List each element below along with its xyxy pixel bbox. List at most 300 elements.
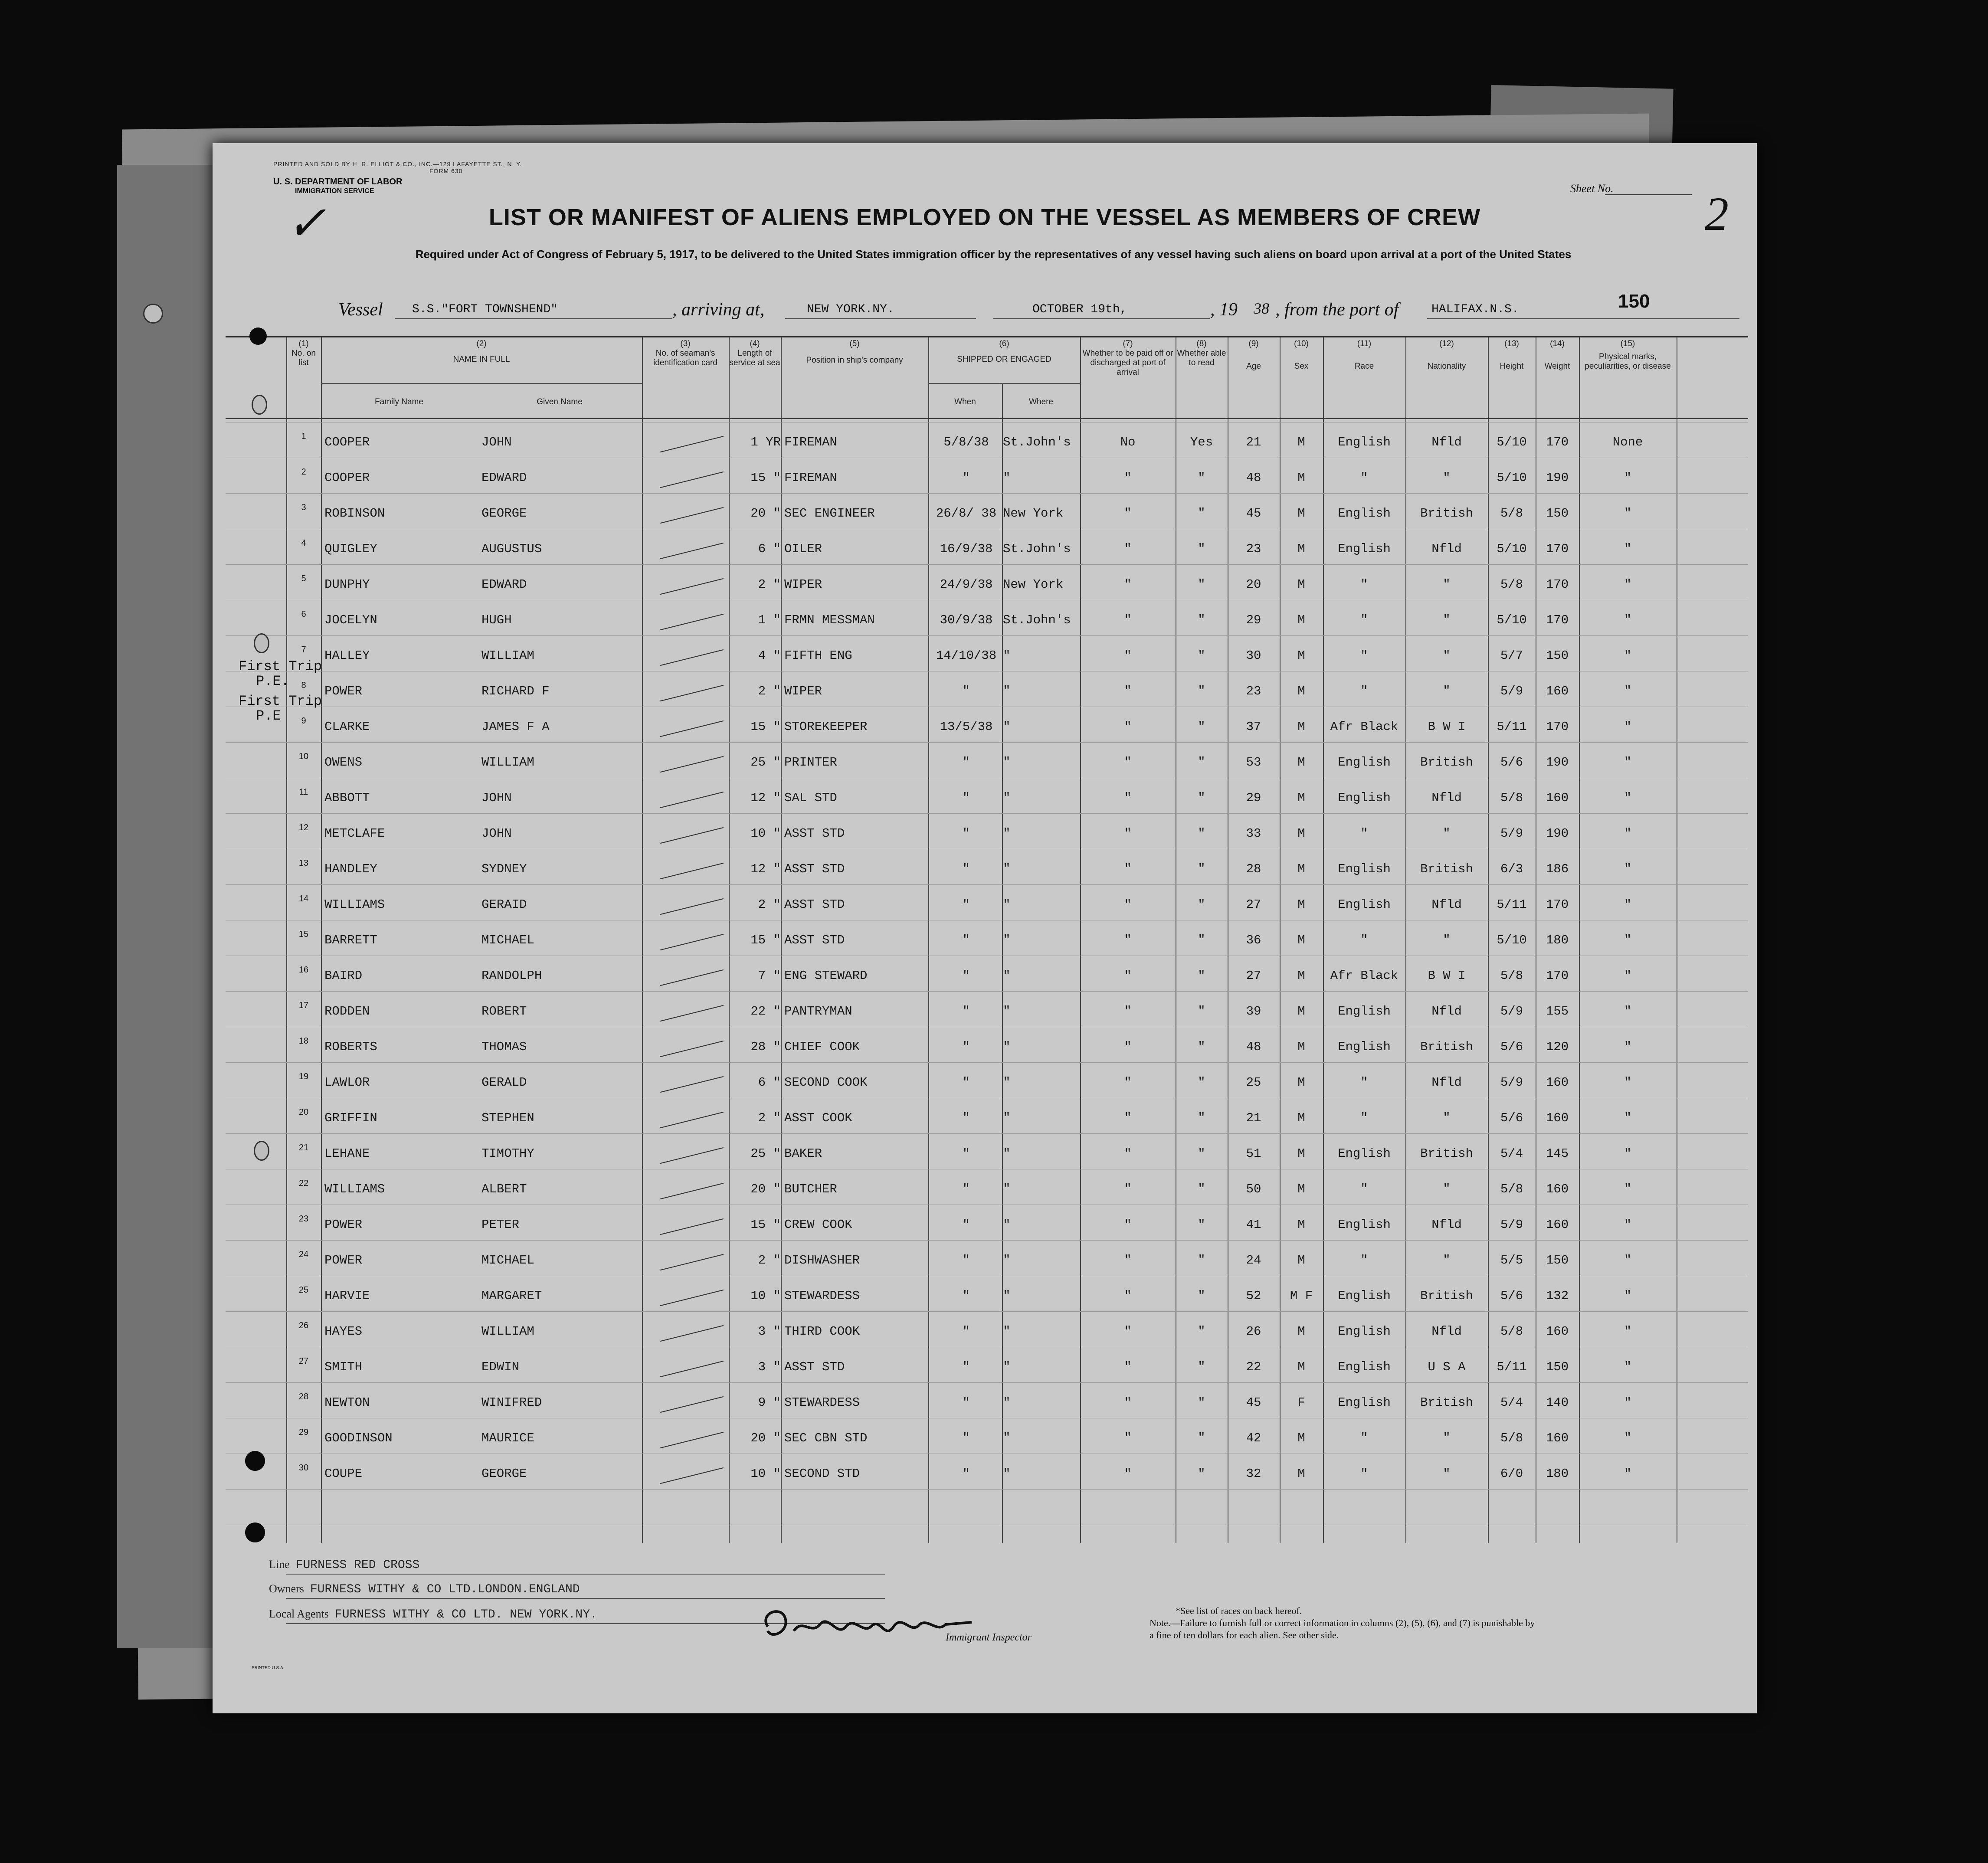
cell-position: SECOND COOK [784,1075,868,1090]
cell-given: SYDNEY [481,862,527,876]
cell-family: QUIGLEY [324,542,377,556]
cell-read: " [1198,1040,1205,1054]
binder-hole [143,304,163,324]
cell-family: SMITH [324,1360,363,1374]
cell-given: EDWARD [481,577,527,592]
card-pen-mark [660,614,724,630]
cell-given: WILLIAM [481,755,534,769]
cell-no: 8 [301,681,306,690]
cell-read: " [1198,1111,1205,1125]
cell-no: 5 [301,574,306,583]
cell-given: MARGARET [481,1289,542,1303]
cell-family: GOODINSON [324,1431,393,1445]
cell-sex: M [1297,613,1305,627]
card-pen-mark [660,898,724,915]
cell-where: " [1003,648,1011,663]
cell-where: " [1003,1324,1011,1339]
cell-when: " [962,1075,970,1090]
cell-race: " [1360,826,1368,841]
table-row [226,1214,1677,1253]
col-where-header: Where [1029,397,1053,406]
table-row [226,823,1677,862]
card-pen-mark [660,471,724,488]
vessel-name: S.S."FORT TOWNSHEND" [412,303,558,316]
card-pen-mark [660,1290,724,1306]
cell-race: Afr Black [1330,969,1398,983]
cell-weight: 145 [1546,1146,1569,1161]
cell-service: 7 " [758,969,781,983]
card-pen-mark [660,827,724,844]
cell-age: 27 [1246,897,1261,912]
cell-read: " [1198,1431,1205,1445]
cell-position: ASST COOK [784,1111,852,1125]
cell-sex: M [1297,826,1305,841]
cell-given: JAMES F A [481,720,550,734]
cell-sex: M [1297,471,1305,485]
cell-sex: M [1297,1182,1305,1196]
cell-position: CREW COOK [784,1218,852,1232]
col-card-header: (3) No. of seaman's identification card [653,339,717,367]
cell-race: " [1360,933,1368,947]
cell-service: 15 " [750,1218,781,1232]
col-nationality-header: (12) Nationality [1427,339,1466,371]
cell-sex: M [1297,1146,1305,1161]
cell-height: 5/10 [1497,471,1527,485]
cell-height: 5/10 [1497,933,1527,947]
cell-age: 29 [1246,613,1261,627]
arrival-date: OCTOBER 19th, [1032,303,1127,316]
cell-age: 27 [1246,969,1261,983]
card-pen-mark [660,685,724,701]
cell-age: 45 [1246,506,1261,521]
cell-race: " [1360,1111,1368,1125]
cell-position: OILER [784,542,822,556]
cell-given: MAURICE [481,1431,534,1445]
cell-sex: M [1297,969,1305,983]
cell-family: OWENS [324,755,363,769]
cell-weight: 170 [1546,435,1569,449]
cell-paid: " [1124,862,1132,876]
cell-sex: M [1297,684,1305,698]
cell-given: GEORGE [481,506,527,521]
cell-height: 5/8 [1500,1431,1523,1445]
cell-paid: " [1124,791,1132,805]
cell-marks: " [1624,1111,1632,1125]
cell-no: 22 [298,1179,309,1188]
cell-marks: " [1624,933,1632,947]
col-when-header: When [954,397,976,406]
col-name-header: (2) NAME IN FULL [453,339,510,364]
cell-position: STOREKEEPER [784,720,868,734]
cell-race: Afr Black [1330,720,1398,734]
cell-height: 5/11 [1497,720,1527,734]
card-pen-mark [660,1467,724,1484]
cell-service: 2 " [758,1111,781,1125]
cell-service: 12 " [750,862,781,876]
cell-position: WIPER [784,577,822,592]
cell-when: " [962,755,970,769]
binder-hole [252,395,267,415]
cell-height: 5/8 [1500,577,1523,592]
cell-position: PRINTER [784,755,837,769]
cell-sex: M [1297,933,1305,947]
cell-height: 5/8 [1500,506,1523,521]
cell-race: " [1360,1075,1368,1090]
cell-when: " [962,1040,970,1054]
cell-height: 5/11 [1497,897,1527,912]
card-pen-mark [660,1396,724,1413]
cell-weight: 170 [1546,897,1569,912]
cell-family: POWER [324,1253,363,1267]
cell-when: " [962,1467,970,1481]
cell-weight: 186 [1546,862,1569,876]
cell-read: " [1198,969,1205,983]
footer-line-value: FURNESS RED CROSS [295,1559,420,1572]
cell-marks: " [1624,471,1632,485]
cell-paid: " [1124,1004,1132,1018]
cell-position: DISHWASHER [784,1253,860,1267]
sheet-number-label: Sheet No. [1570,182,1614,195]
printer-line: PRINTED AND SOLD BY H. R. ELLIOT & CO., INC.—129 LAFAYETTE ST., N. Y. FORM 630 [273,160,522,174]
col-given-header: Given Name [537,397,583,406]
cell-sex: M [1297,1360,1305,1374]
cell-nat: " [1443,826,1451,841]
cell-no: 15 [298,930,309,939]
cell-when: " [962,471,970,485]
cell-nat: British [1420,1146,1473,1161]
cell-weight: 170 [1546,542,1569,556]
cell-family: COOPER [324,435,370,449]
cell-read: " [1198,1146,1205,1161]
card-pen-mark [660,436,724,452]
card-pen-mark [660,1254,724,1270]
cell-position: WIPER [784,684,822,698]
cell-race: " [1360,613,1368,627]
cell-when: " [962,1146,970,1161]
cell-weight: 120 [1546,1040,1569,1054]
col-weight-header: (14) Weight [1544,339,1570,371]
cell-race: " [1360,471,1368,485]
cell-no: 10 [298,752,309,761]
cell-race: English [1338,542,1391,556]
table-row [226,1250,1677,1289]
cell-marks: " [1624,1467,1632,1481]
cell-service: 3 " [758,1360,781,1374]
cell-service: 15 " [750,933,781,947]
card-pen-mark [660,1076,724,1093]
cell-paid: " [1124,969,1132,983]
page-number: 150 [1618,291,1650,312]
cell-where: " [1003,1182,1011,1196]
cell-position: ASST STD [784,1360,845,1374]
cell-service: 22 " [750,1004,781,1018]
cell-weight: 170 [1546,720,1569,734]
cell-position: PANTRYMAN [784,1004,852,1018]
cell-position: SEC CBN STD [784,1431,868,1445]
cell-service: 20 " [750,1182,781,1196]
cell-age: 39 [1246,1004,1261,1018]
cell-no: 19 [298,1072,309,1081]
cell-family: BARRETT [324,933,377,947]
cell-where: " [1003,720,1011,734]
cell-height: 5/9 [1500,1004,1523,1018]
cell-marks: " [1624,897,1632,912]
margin-note: First Trip P.E [239,693,322,724]
cell-given: THOMAS [481,1040,527,1054]
cell-service: 15 " [750,471,781,485]
cell-where: " [1003,1040,1011,1054]
cell-height: 5/10 [1497,435,1527,449]
cell-height: 5/8 [1500,1182,1523,1196]
card-pen-mark [660,1147,724,1164]
card-pen-mark [660,1432,724,1448]
cell-paid: " [1124,1467,1132,1481]
cell-race: " [1360,1431,1368,1445]
cell-marks: " [1624,1395,1632,1410]
table-row [226,1392,1677,1431]
cell-where: " [1003,1467,1011,1481]
cell-read: " [1198,1467,1205,1481]
cell-weight: 180 [1546,1467,1569,1481]
cell-marks: " [1624,506,1632,521]
cell-race: English [1338,1289,1391,1303]
margin-note: First Trip P.E. [239,658,322,689]
table-row [226,1428,1677,1467]
cell-family: HANDLEY [324,862,377,876]
vessel-label: Vessel [338,300,383,320]
cell-height: 5/9 [1500,684,1523,698]
cell-when: 14/10/38 [936,648,997,663]
cell-given: ROBERT [481,1004,527,1018]
cell-height: 6/3 [1500,862,1523,876]
cell-when: " [962,684,970,698]
cell-marks: " [1624,542,1632,556]
table-row [226,538,1677,577]
cell-age: 22 [1246,1360,1261,1374]
card-pen-mark [660,934,724,950]
cell-given: JOHN [481,791,512,805]
cell-when: " [962,933,970,947]
table-row [226,1143,1677,1182]
cell-race: English [1338,1360,1391,1374]
table-row [226,681,1677,720]
cell-service: 2 " [758,684,781,698]
cell-sex: F [1297,1395,1305,1410]
cell-paid: " [1124,1253,1132,1267]
cell-where: " [1003,1075,1011,1090]
cell-given: ALBERT [481,1182,527,1196]
cell-when: 5/8/38 [943,435,989,449]
cell-sex: M [1297,506,1305,521]
cell-race: " [1360,1253,1368,1267]
cell-sex: M [1297,1111,1305,1125]
cell-no: 6 [301,609,306,619]
cell-paid: " [1124,933,1132,947]
cell-given: JOHN [481,826,512,841]
cell-no: 27 [298,1356,309,1366]
cell-paid: " [1124,826,1132,841]
cell-where: " [1003,1289,1011,1303]
cell-no: 26 [298,1321,309,1330]
cell-nat: Nfld [1431,542,1462,556]
card-pen-mark [660,756,724,773]
cell-where: St.John's [1003,542,1071,556]
cell-age: 25 [1246,1075,1261,1090]
cell-nat: B W I [1428,720,1466,734]
cell-paid: " [1124,1075,1132,1090]
cell-read: " [1198,1324,1205,1339]
cell-when: 16/9/38 [940,542,993,556]
cell-nat: " [1443,933,1451,947]
cell-race: English [1338,1040,1391,1054]
cell-nat: " [1443,577,1451,592]
binder-hole [254,633,269,653]
cell-service: 3 " [758,1324,781,1339]
cell-read: " [1198,684,1205,698]
cell-weight: 150 [1546,506,1569,521]
cell-position: ASST STD [784,862,845,876]
arriving-port: NEW YORK.NY. [807,303,894,316]
cell-weight: 132 [1546,1289,1569,1303]
cell-age: 37 [1246,720,1261,734]
cell-when: " [962,791,970,805]
cell-family: ABBOTT [324,791,370,805]
cell-read: " [1198,1395,1205,1410]
cell-no: 7 [301,645,306,655]
cell-read: " [1198,1182,1205,1196]
cell-nat: " [1443,1253,1451,1267]
cell-weight: 160 [1546,1182,1569,1196]
cell-race: English [1338,862,1391,876]
cell-paid: " [1124,471,1132,485]
cell-where: " [1003,791,1011,805]
cell-age: 30 [1246,648,1261,663]
cell-where: " [1003,1360,1011,1374]
cell-no: 21 [298,1143,309,1153]
manifest-sheet [213,143,1757,1713]
cell-weight: 150 [1546,648,1569,663]
table-row [226,1179,1677,1218]
cell-position: FIREMAN [784,471,837,485]
cell-nat: British [1420,1395,1473,1410]
cell-family: HAYES [324,1324,363,1339]
cell-nat: " [1443,1467,1451,1481]
cell-when: " [962,862,970,876]
cell-sex: M [1297,1218,1305,1232]
cell-family: WILLIAMS [324,1182,385,1196]
table-row [226,716,1677,755]
cell-nat: " [1443,471,1451,485]
cell-position: SECOND STD [784,1467,860,1481]
cell-no: 11 [299,787,308,797]
table-row [226,467,1677,506]
cell-no: 1 [301,432,306,441]
col-paid-header: (7) Whether to be paid off or discharged at port of arrival [1082,339,1173,377]
cell-height: 5/6 [1500,1111,1523,1125]
cell-marks: " [1624,1253,1632,1267]
cell-weight: 180 [1546,933,1569,947]
card-pen-mark [660,792,724,808]
cell-where: " [1003,933,1011,947]
arriving-label: , arriving at, [672,300,765,320]
cell-paid: " [1124,684,1132,698]
cell-where: " [1003,897,1011,912]
cell-family: POWER [324,684,363,698]
cell-age: 28 [1246,862,1261,876]
cell-weight: 140 [1546,1395,1569,1410]
cell-no: 14 [298,894,309,904]
cell-service: 6 " [758,1075,781,1090]
cell-service: 10 " [750,1289,781,1303]
cell-paid: " [1124,542,1132,556]
card-pen-mark [660,1361,724,1377]
cell-given: RICHARD F [481,684,550,698]
cell-height: 5/8 [1500,791,1523,805]
cell-nat: Nfld [1431,791,1462,805]
card-pen-mark [660,1218,724,1235]
table-row [226,574,1677,613]
cell-service: 25 " [750,755,781,769]
cell-paid: " [1124,1040,1132,1054]
cell-height: 5/10 [1497,542,1527,556]
cell-family: POWER [324,1218,363,1232]
cell-marks: " [1624,755,1632,769]
cell-family: WILLIAMS [324,897,385,912]
cell-position: BAKER [784,1146,822,1161]
table-row [226,930,1677,969]
col-position-header: (5) Position in ship's company [806,339,903,365]
footer-owners: Owners FURNESS WITHY & CO LTD.LONDON.ENGLAND [269,1582,580,1596]
cell-when: 13/5/38 [940,720,993,734]
cell-family: LEHANE [324,1146,370,1161]
cell-family: NEWTON [324,1395,370,1410]
cell-service: 12 " [750,791,781,805]
cell-when: " [962,1395,970,1410]
vessel-row [338,299,1761,321]
cell-where: " [1003,471,1011,485]
cell-no: 23 [298,1214,309,1224]
cell-height: 5/9 [1500,826,1523,841]
cell-no: 28 [298,1392,309,1401]
cell-race: English [1338,1395,1391,1410]
footer-line: Line FURNESS RED CROSS [269,1558,420,1572]
cell-weight: 190 [1546,755,1569,769]
cell-nat: " [1443,684,1451,698]
card-pen-mark [660,1325,724,1342]
cell-sex: M [1297,1467,1305,1481]
cell-sex: M [1297,542,1305,556]
cell-age: 29 [1246,791,1261,805]
cell-service: 25 " [750,1146,781,1161]
cell-nat: " [1443,613,1451,627]
card-pen-mark [660,969,724,986]
cell-read: " [1198,897,1205,912]
cell-marks: " [1624,1431,1632,1445]
cell-where: " [1003,1253,1011,1267]
cell-weight: 150 [1546,1360,1569,1374]
cell-age: 20 [1246,577,1261,592]
cell-given: WILLIAM [481,1324,534,1339]
col-sex-header: (10) Sex [1294,339,1309,371]
cell-height: 5/8 [1500,1324,1523,1339]
cell-age: 53 [1246,755,1261,769]
cell-when: " [962,1111,970,1125]
cell-no: 3 [301,503,306,512]
cell-nat: " [1443,1182,1451,1196]
col-read-header: (8) Whether able to read [1177,339,1226,367]
from-port: HALIFAX.N.S. [1431,303,1519,316]
cell-service: 2 " [758,1253,781,1267]
